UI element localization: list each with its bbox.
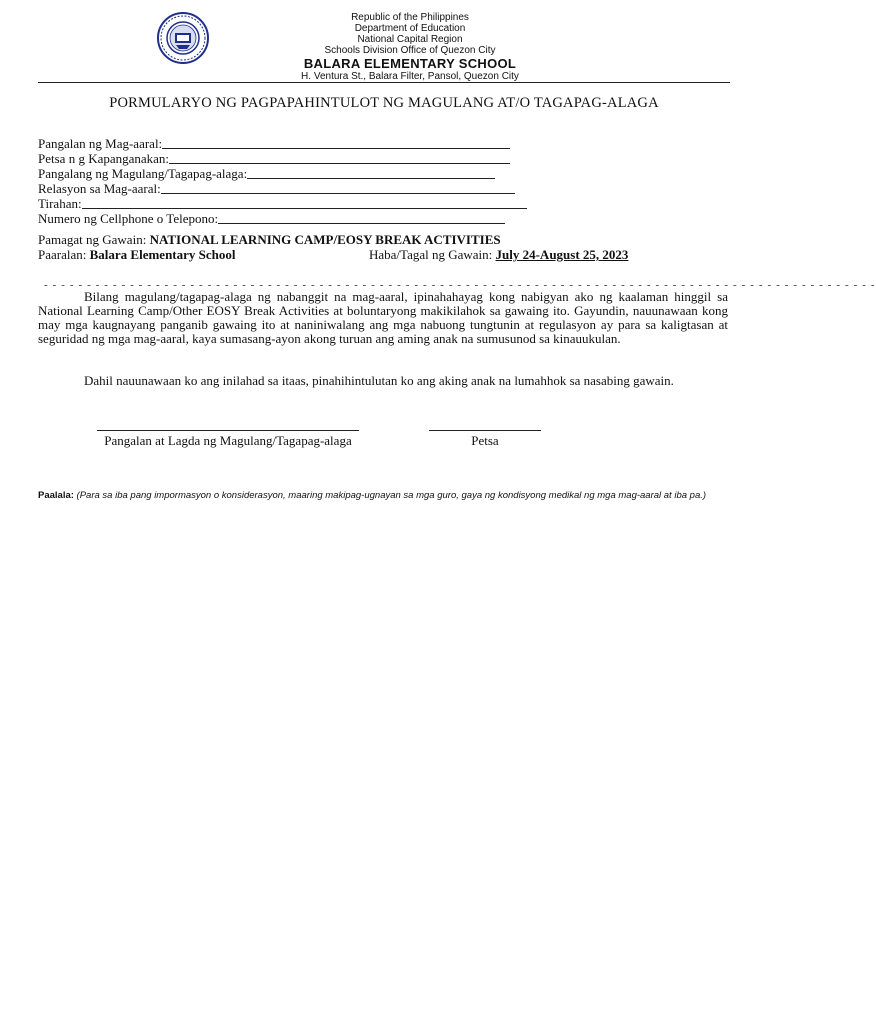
field-relationship[interactable] [38, 181, 527, 196]
school-label: Paaralan: [38, 247, 90, 262]
note-text: (Para sa iba pang impormasyon o konsiderasyon, maaring makipag-ugnayan sa mga guro, gaya ng kondisyong medikal ng mga mag-aaral at iba pa.) [73, 490, 707, 501]
activity-title-value: NATIONAL LEARNING CAMP/EOSY BREAK ACTIVITIES [149, 232, 501, 247]
permission-paragraph [38, 374, 728, 388]
activity-details [38, 232, 738, 262]
date-line[interactable] [429, 430, 541, 431]
field-birthdate[interactable] [38, 151, 527, 166]
signature-label: Pangalan at Lagda ng Magulang/Tagapag-alaga [104, 433, 352, 448]
consent-paragraph-text: Bilang magulang/tagapag-alaga ng nabanggit na mag-aaral, ipinahahayag kong nabigyan ako ng kaalaman hinggil sa National Learning Camp/Other EOSY Break Activities at boluntaryong makikilahok sa gawaing ito. Gayundin, nauunawaan kong may mga kaugnayang panganib gawaing ito at naniniwalang ang mga nabuong tungtunin at regulasyon ay para sa kaligtasan at seguridad ng mga mag-aaral, kaya sumasang-ayon akong turuan ang aming anak na sumusunod sa kinauukulan. [38, 289, 728, 346]
letterhead-line: National Capital Region [357, 34, 463, 45]
student-info-fields [38, 136, 527, 226]
date-signature-block[interactable] [420, 430, 550, 448]
field-label: Numero ng Cellphone o Telepono: [38, 211, 219, 226]
parent-signature-block[interactable] [80, 430, 376, 448]
date-label: Petsa [471, 433, 499, 448]
field-label: Petsa n g Kapanganakan: [38, 151, 170, 166]
consent-paragraph [38, 290, 728, 346]
letterhead-line: Schools Division Office of Quezon City [324, 45, 496, 56]
field-address[interactable] [38, 196, 527, 211]
signature-line[interactable] [97, 430, 359, 431]
field-phone[interactable] [38, 211, 527, 226]
permission-paragraph-text: Dahil nauunawaan ko ang inilahad sa itaas, pinahihintulutan ko ang aking anak na lumahhok sa nasabing gawain. [84, 373, 674, 388]
school-name: BALARA ELEMENTARY SCHOOL [303, 56, 517, 71]
field-label: Pangalang ng Magulang/Tagapag-alaga: [38, 166, 248, 181]
duration-value: July 24-August 25, 2023 [495, 247, 629, 262]
fill-line[interactable] [247, 167, 495, 179]
letterhead [230, 12, 590, 82]
field-label: Relasyon sa Mag-aaral: [38, 181, 161, 196]
letterhead-line: Department of Education [354, 23, 466, 34]
fill-line[interactable] [82, 197, 527, 209]
field-label: Tirahan: [38, 196, 82, 211]
letterhead-line: Republic of the Philippines [351, 12, 469, 23]
field-parent-name[interactable] [38, 166, 527, 181]
fill-line[interactable] [161, 182, 515, 194]
school-value: Balara Elementary School [89, 247, 236, 262]
fill-line[interactable] [218, 212, 505, 224]
fill-line[interactable] [169, 152, 510, 164]
activity-title-label: Pamagat ng Gawain: [38, 232, 150, 247]
field-student-name[interactable] [38, 136, 527, 151]
dashed-divider: - - - - - - - - - - - - - - - - - - - - - - - - - - - - - - - - - - - - - - - - - - - - - - - - - - - - - - - - - - - - - - - - - - - - - - - - - - - - - - - - - - - - - - - - - - - - - - - - - [44, 279, 876, 291]
deped-division-seal-icon [157, 12, 209, 64]
header-divider [38, 82, 730, 83]
field-label: Pangalan ng Mag-aaral: [38, 136, 163, 151]
reminder-note [38, 490, 738, 502]
duration-label: Haba/Tagal ng Gawain: [369, 247, 496, 262]
school-address: H. Ventura St., Balara Filter, Pansol, Quezon City [301, 71, 519, 82]
form-title: PORMULARYO NG PAGPAPAHINTULOT NG MAGULANG AT/O TAGAPAG-ALAGA [109, 95, 659, 111]
note-label: Paalala: [38, 490, 74, 501]
fill-line[interactable] [162, 137, 510, 149]
